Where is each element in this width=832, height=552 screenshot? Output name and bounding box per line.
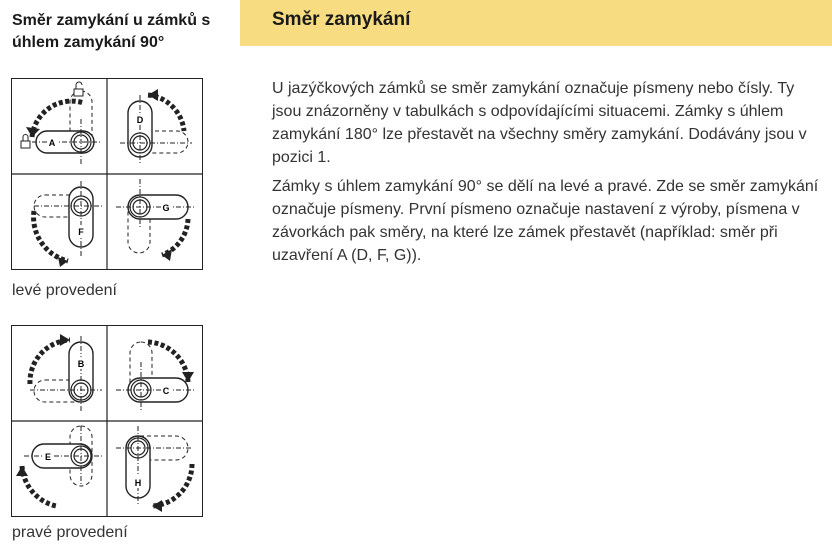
- lock-letter-h: H: [134, 478, 142, 488]
- lock-letter-f: F: [78, 227, 84, 237]
- padlock-closed-icon: [21, 135, 30, 149]
- lock-diagram-e: [16, 426, 104, 506]
- padlock-open-icon: [74, 82, 83, 96]
- section-header: [240, 0, 832, 46]
- paragraph-2: Zámky s úhlem zamykání 90° se dělí na levé a pravé. Zde se směr zamykání označuje písmeny. První písmeno označuje nastavení z výroby, písmena v závorkách pak směry, na které lze zámek přestavět (například: směr při uzavření A (D, F, G)).: [272, 178, 819, 264]
- right-version-caption: pravé provedení: [12, 524, 128, 541]
- lock-diagram-b: [30, 334, 102, 412]
- lock-letter-e: E: [44, 452, 52, 462]
- sidebar-heading: Směr zamykání u zámků s úhlem zamykání 90°: [12, 12, 211, 51]
- left-version-diagram: [11, 78, 203, 270]
- section-title: Směr zamykání: [272, 9, 411, 30]
- lock-letter-d: D: [136, 115, 144, 125]
- left-column: [0, 0, 232, 552]
- lock-diagram-c: [116, 342, 194, 412]
- lock-diagram-d: [120, 89, 192, 163]
- lock-letter-g: G: [162, 203, 170, 213]
- left-version-caption: levé provedení: [12, 282, 117, 299]
- lock-diagram-a: [21, 82, 102, 164]
- lock-diagram-h: [116, 426, 192, 512]
- lock-letter-a: A: [48, 138, 56, 148]
- right-version-diagram-svg: [12, 326, 202, 516]
- left-version-diagram-svg: [12, 79, 202, 269]
- lock-letter-b: B: [77, 359, 85, 369]
- lock-letter-c: C: [162, 386, 170, 396]
- right-version-diagram: [11, 325, 203, 517]
- lock-diagram-g: [116, 179, 194, 261]
- section-content: [272, 77, 828, 273]
- lock-diagram-f: [34, 181, 104, 267]
- paragraph-1: U jazýčkových zámků se směr zamykání označuje písmeny nebo čísly. Ty jsou znázorněny v tabulkách s odpovídajícími situacemi. Zámky s úhlem zamykání 180° lze přestavět na všechny směry zamykání. Dodávány jsou v pozici 1.: [272, 80, 807, 166]
